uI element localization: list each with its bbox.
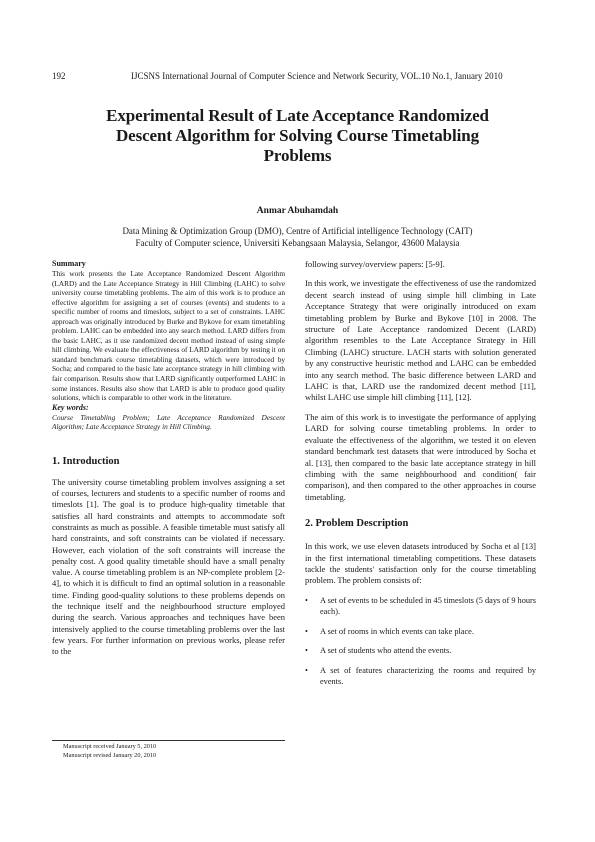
list-item: • A set of rooms in which events can take place. [305, 626, 474, 636]
affiliation-line-1: Data Mining & Optimization Group (DMO), Centre of Artificial intelligence Technology (CAIT) [122, 226, 473, 236]
bullet-icon: • [305, 626, 308, 636]
list-item: • A set of students who attend the events. [305, 646, 452, 656]
footnote-revised: Manuscript revised January 20, 2010 [63, 752, 157, 759]
introduction-text: The university course timetabling problem involves assigning a set of courses, lecturers and students to a specific number of rooms and timeslots [1]. The goal is to produce high-quality timetable that satisfies all hard constraints and attempts to accommodate soft constraints as much as possible. A feasible timetable must satisfy all hard constraints, and soft constraints can be violated if necessary. However, each violation of the soft constraints will increase the penalty cost. A good quality timetable should have a small penalty value. A course timetabling problem is an NP-complete problem [2-4], to which it is difficult to find an optimal solution in a reasonable time. Finding good-quality solutions to these problems depends on the technique itself and the neighbourhood structure employed during the search. Various approaches and techniques have been intensively applied to the course timetabling problems over the last few years. For further information on previous works, please refer to the [52, 476, 285, 657]
problem-description-text: In this work, we use eleven datasets introduced by Socha et al [13] in the first international timetabling competitions. These datasets tackle the students' satisfaction only for the course timetabling problem. The problem consists of: [305, 541, 536, 586]
summary-heading: Summary [52, 259, 86, 268]
left-column [52, 259, 285, 658]
summary-text: This work presents the Late Acceptance Randomized Descent Algorithm (LARD) and the Late Acceptance Strategy in Hill Climbing (LAHC) to solve university course timetabling problems. The aim of this work is to produce an effective algorithm for assigning a set of courses (events) and students to a specific number of rooms and timeslots, subject to a set of constraints. LAHC approach was originally introduced by Burke and Bykove for exam timetabling problem. LAHC can be embedded into any search method. LARD differs from the basic LAHC, as it use randomized decent method instead of using simple hill climbing. We evaluate the effectiveness of LARD algorithm by testing it on standard benchmark course timetabling datasets, which were introduced by Socha; and compared to the basic late acceptance strategy in hill climbing with fair comparison. Results show that LARD significantly outperformed LAHC in some instances. Results also show that LARD is able to produce good quality solutions, which is comparable to other work in the literature. [52, 269, 285, 403]
affiliation-line-2: Faculty of Computer science, Universiti Kebangsaan Malaysia, Selangor, 43600 Malaysia [135, 238, 460, 248]
problem-bullet-list [305, 596, 536, 688]
paragraph-aim: The aim of this work is to investigate the performance of applying LARD for solving course timetabling problems. In order to evaluate the effectiveness of the algorithm, we tested it on eleven standard benchmark test datasets that were introduced by Socha et al. [13], then compared to the basic late acceptance strategy in hill climbing with the same neighbourhood and condition( fair comparison), and then compared to the other approaches in course timetabling. [305, 411, 536, 502]
right-column [305, 259, 536, 697]
paper-title-line-3: Problems [263, 146, 332, 165]
keywords-text: Course Timetabling Problem; Late Acceptance Randomized Descent Algorithm; Late Acceptance Strategy in Hill Climbing. [52, 412, 285, 432]
paper-title-line-2: Descent Algorithm for Solving Course Timetabling [115, 126, 480, 145]
footnote-received: Manuscript received January 5, 2010 [63, 743, 157, 750]
bullet-icon: • [305, 595, 308, 605]
list-item: • A set of events to be scheduled in 45 timeslots (5 days of 9 hours each). [305, 595, 536, 616]
bullet-icon: • [305, 666, 308, 676]
introduction-heading: 1. Introduction [52, 455, 120, 467]
journal-header: IJCSNS International Journal of Computer Science and Network Security, VOL.10 No.1, January 2010 [131, 71, 503, 81]
paper-title-line-1: Experimental Result of Late Acceptance Randomized [106, 106, 489, 125]
footnote-rule [52, 740, 285, 741]
list-item: • A set of features characterizing the rooms and required by events. [305, 666, 536, 687]
bullet-icon: • [305, 646, 308, 656]
intro-continuation: following survey/overview papers: [5-9]. [305, 259, 445, 269]
keywords-heading: Key words: [52, 402, 89, 412]
author-name: Anmar Abuhamdah [256, 206, 339, 216]
page-number: 192 [52, 71, 66, 81]
problem-description-heading: 2. Problem Description [305, 518, 409, 530]
paragraph-approach: In this work, we investigate the effectiveness of use the randomized decent search instead of using simple hill climbing in Late Acceptance Strategy that were originally introduced on exam timetabling problem by Burke and Bykove [10] in 2008. The structure of Late Acceptance randomized Decent (LARD) algorithm resembles to the Late Acceptance Strategy in Hill Climbing (LAHC) structure. LACH starts with solution generated by any constructive heuristic method and LAHC can be embedded into any search method. The basic difference between LARD and LAHC is that, LARD use the randomized decent method [11], whilst LAHC use simple hill climbing [11], [12]. [305, 278, 536, 403]
